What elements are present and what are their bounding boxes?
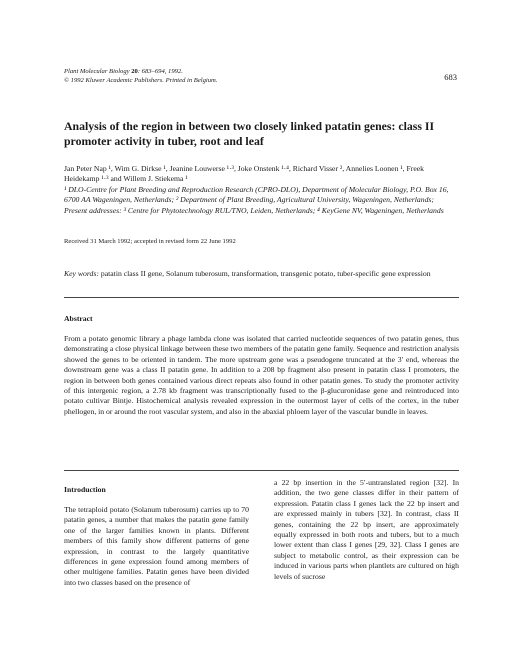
keywords-text: patatin class II gene, Solanum tuberosum, transformation, transgenic potato, tuber-specific gene expression [100,269,431,278]
journal-volume: 20 [131,68,138,75]
introduction-left-column: The tetraploid potato (Solanum tuberosum) carries up to 70 patatin genes, a number that makes the patatin gene family one of the larger families known in plants. Different members of this family show different patterns of gene expression, in contrast to the largely quantitative differences in gene expression found among members of other multigene families. Patatin genes have been divided into two classes based on the presence of [64,505,249,587]
journal-pages: : 683–694, 1992. [137,68,183,75]
keywords-label: Key words: [64,269,99,278]
introduction-heading: Introduction [64,485,106,494]
abstract-heading: Abstract [64,314,93,323]
journal-header [64,68,459,85]
author-list: Jan Peter Nap ¹, Wim G. Dirkse ¹, Jeanine Louwerse ¹·³, Joke Onstenk ¹·⁴, Richard Visser ², Annelies Loonen ¹, Freek Heidekamp ¹·³ and Willem J. Stiekema ¹ [64,164,424,184]
introduction-right-column: a 22 bp insertion in the 5′-untranslated region [32]. In addition, the two gene classes differ in their pattern of expression. Patatin class I genes lack the 22 bp insert and are expressed mainly in tubers [32]. In contrast, class II genes, containing the 22 bp insert, are approximately equally expressed in both roots and tubers, but to a much lower extent than class I genes [29, 32]. Class I genes are subject to metabolic control, as their expression can be induced in various parts when plantlets are cultured on high levels of sucrose [274,478,459,581]
divider [64,470,459,471]
copyright-line: © 1992 Kluwer Academic Publishers. Printed in Belgium. [64,76,218,84]
paper-title: Analysis of the region in between two closely linked patatin genes: class II promoter activity in tuber, root and leaf [64,119,435,148]
divider [64,297,459,298]
received-dates: Received 31 March 1992; accepted in revised form 22 June 1992 [64,238,236,245]
affiliations: ¹ DLO-Centre for Plant Breeding and Reproduction Research (CPRO-DLO), Department of Molecular Biology, P.O. Box 16, 6700 AA Wageningen, Netherlands; ² Department of Plant Breeding, Agricultural University, Wageningen, Netherlands; Present addresses: ³ Centre for Phytotechnology RUL/TNO, Leiden, Netherlands; ⁴ KeyGene NV, Wageningen, Netherlands [64,185,449,215]
journal-citation [64,68,459,77]
abstract-text: From a potato genomic library a phage lambda clone was isolated that carried nucleotide sequences of two patatin genes, thus demonstrating a close physical linkage between these two members of the patatin gene family. Sequence and restriction analysis showed the genes to be oriented in tandem. The more upstream gene was a pseudogene truncated at the 3′ end, whereas the downstream gene was a class II patatin gene. In addition to a 208 bp fragment also present in patatin class I promoters, the region in between both genes contained various direct repeats also found in other patatin genes. To study the promoter activity of this intergenic region, a 2.78 kb fragment was transcriptionally fused to the β-glucuronidase gene and reintroduced into potato cultivar Bintje. Histochemical analysis revealed expression in the outermost layer of cells of the cortex, in the tuber phellogen, in or around the root vascular system, and also in the abaxial phloem layer of the vascular bundle in leaves. [64,334,459,416]
keywords [64,269,459,279]
page-number: 683 [444,72,457,82]
journal-name: Plant Molecular Biology [64,68,130,75]
